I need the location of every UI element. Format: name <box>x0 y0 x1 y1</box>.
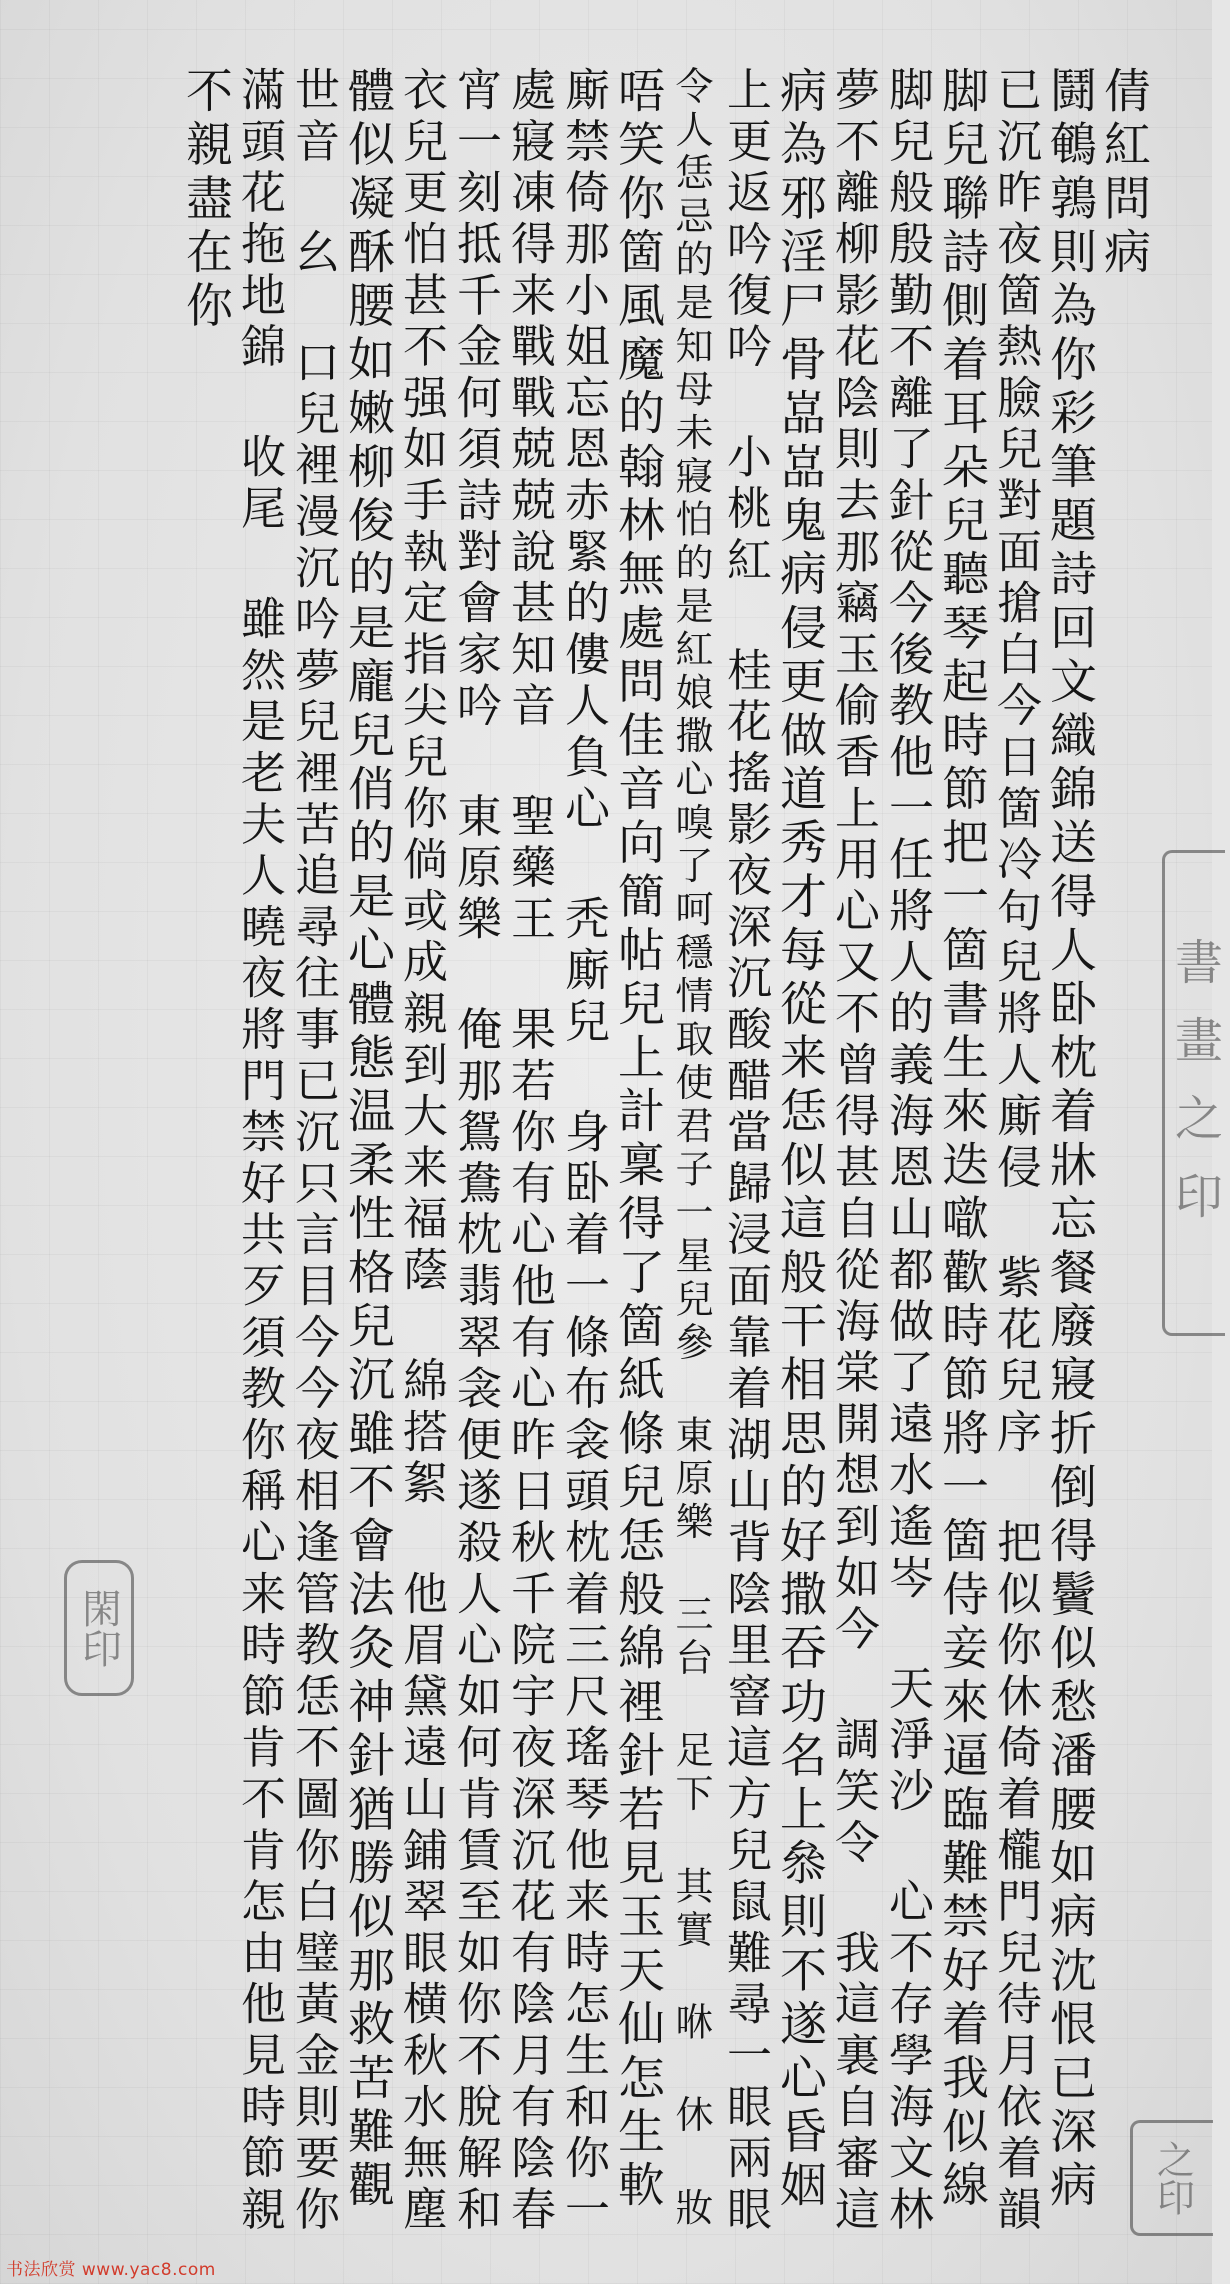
column-text: 已沉昨夜箇熱臉兒對面搶白今日箇冷句兒將人廝侵 紫花兒序 把似你休倚着櫳門兒待月依着韻 <box>989 66 1042 2237</box>
column-text: 脚兒聯詩側着耳朵兒聽琴起時節把一箇書生來迭噷歡時節將一箇侍妾來逼臨難禁好着我似線 <box>934 66 989 2214</box>
collector-seal-left <box>64 1560 134 1696</box>
text-column-14 <box>394 66 448 2266</box>
column-text: 鬪鵪鶉則為你彩筆題詩回文織錦送得人卧枕着牀忘餐廢寢折倒得鬢似愁潘腰如病沈恨已深病 <box>1042 66 1097 2214</box>
column-text: 脚兒般殷勤不離了針從今後教他一任將人的義海恩山都做了遠水遙岑 天淨沙 心不存學海文林 <box>881 66 934 2237</box>
seal-text: 書畫之印 <box>1166 937 1223 1249</box>
text-column-12 <box>502 66 556 2266</box>
column-text: 廝禁倚那小姐忘恩赤緊的僂人負心 秃廝兒 身卧着一條布衾頭枕着三尺瑤琴他来時怎生和你一 <box>557 66 610 2237</box>
text-column-6 <box>826 66 880 2266</box>
column-text: 不親盡在你 <box>178 66 233 335</box>
column-text: 衣兒更怕甚不强如手執定指尖兒你倘或成親到大来福蔭 綿搭絮 他眉黛遠山鋪翠眼横秋水無塵 <box>395 66 448 2237</box>
column-text: 宵一刻抵千金何須詩對會家吟 東原樂 俺那鴛鴦枕翡翠衾便遂殺人心如何肯賃至如你不脫解和 <box>449 66 502 2237</box>
site-watermark: 书法欣赏 www.yac8.com <box>6 2260 216 2280</box>
text-column-4 <box>934 66 988 2266</box>
text-column-10 <box>610 66 664 2266</box>
column-text: 滿頭花拖地錦 收尾 雖然是老夫人曉夜將門禁好共歹須教你稱心来時節肯不肯怎由他見時節親 <box>233 66 286 2237</box>
column-text: 世音 幺 口兒裡漫沉吟夢兒裡苦追尋往事已沉只言目今今夜相逢管教恁不圖你白璧黃金則要你 <box>287 66 340 2237</box>
text-column-5 <box>880 66 934 2266</box>
text-column-3 <box>988 66 1042 2266</box>
seal-text: 之印 <box>1150 2140 1195 2216</box>
text-column-7 <box>772 66 826 2266</box>
text-column-8 <box>718 66 772 2266</box>
calligraphy-text-block <box>84 66 1150 2266</box>
text-column-13 <box>448 66 502 2266</box>
column-text: 令人恁忌的是知母未寢怕的是紅娘撒心嗅了呵穩情取使君子一星兒參 東原樂 三台 足下 其實 咻 休 妝 <box>669 66 713 2231</box>
column-text: 處寢凍得来戰戰兢兢說甚知音 聖藥王 果若你有心他有心昨日秋千院宇夜深沉花有陰月有陰春 <box>503 66 556 2237</box>
collector-seal-right <box>1162 850 1225 1336</box>
text-column-2 <box>1042 66 1096 2266</box>
text-column-16 <box>286 66 340 2266</box>
text-column-17 <box>232 66 286 2266</box>
collector-seal-bottom <box>1130 2120 1213 2236</box>
column-text: 唔笑你箇風魔的翰林無處問佳音向簡帖兒上計稟得了箇紙條兒恁般綿裡針若見玉天仙怎生軟 <box>610 66 665 2214</box>
column-text: 上更返吟復吟 小桃紅 桂花搖影夜深沉酸醋當歸浸面靠着湖山背陰里窨這方兒鼠難尋一眼兩眼 <box>719 66 772 2237</box>
text-column-11 <box>556 66 610 2266</box>
seal-text: 閑印 <box>75 1588 122 1668</box>
text-column-9 <box>664 66 718 2266</box>
text-column-18 <box>178 66 232 2266</box>
column-text: 體似凝酥腰如嫩柳俊的是龐兒俏的是心體態温柔性格兒沉雖不會法灸神針猶勝似那救苦難觀 <box>340 66 395 2214</box>
column-text: 倩紅問病 <box>1096 66 1151 281</box>
text-column-15 <box>340 66 394 2266</box>
column-text: 夢不離柳影花陰則去那竊玉偷香上用心又不曾得甚自從海棠開想到如今 調笑令 我這裏自審這 <box>827 66 880 2237</box>
column-text: 病為邪淫尸骨嵓嵓鬼病侵更做道秀才每從来恁似這般干相思的好撒吞功名上叅則不遂心昏姻 <box>772 66 827 2214</box>
text-column-1 <box>1096 66 1150 2266</box>
